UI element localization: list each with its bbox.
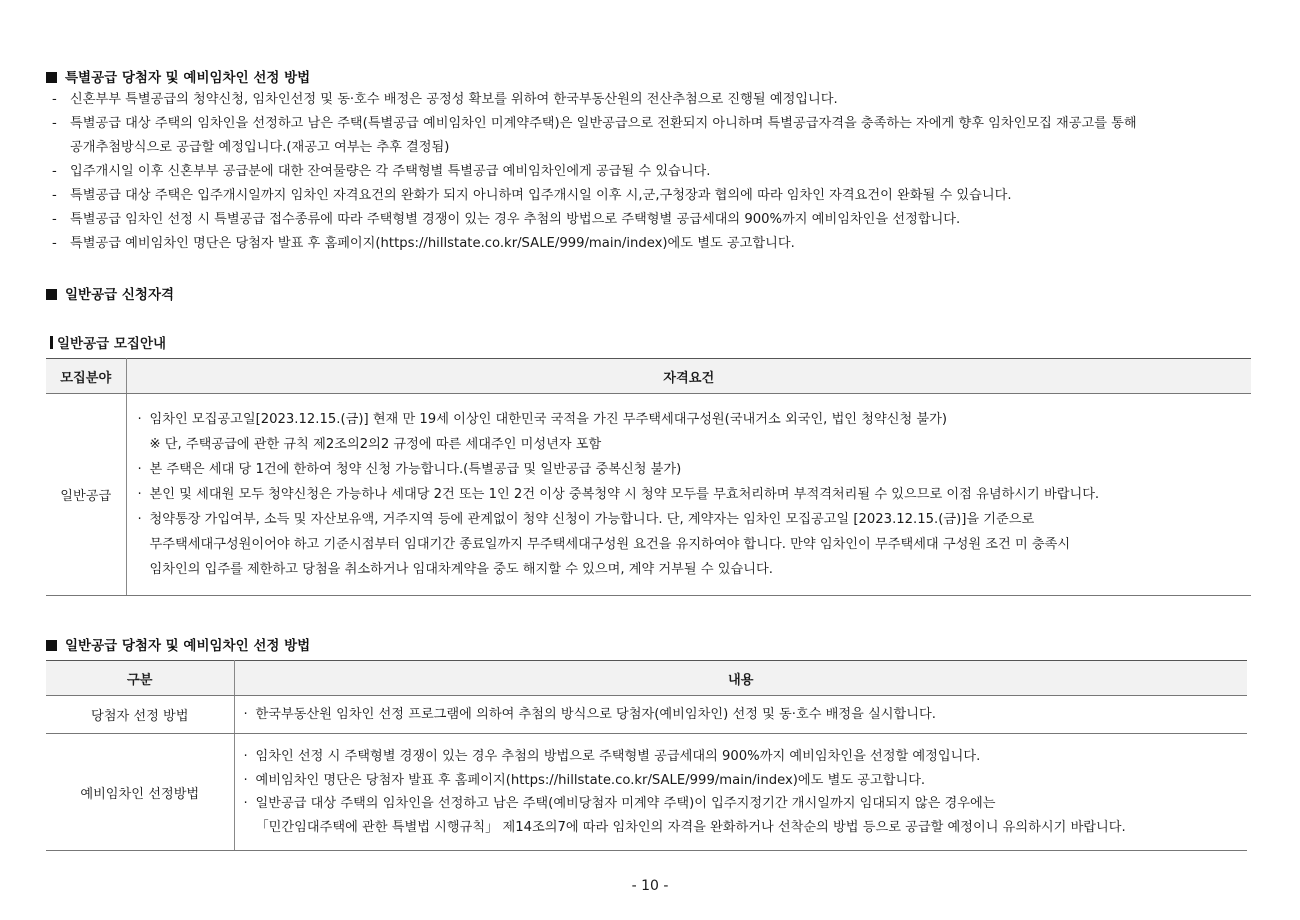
row-label-winner-method: 당첨자 선정 방법 [46, 696, 234, 734]
item-text-continued: 「민간임대주택에 관한 특별법 시행규칙」 제14조의7에 따라 임차인의 자격을 완화하거나 선착순의 방법 등으로 공급할 예정이니 유의하시기 바랍니다. [255, 819, 1126, 835]
dash-marker: - [52, 164, 57, 179]
list-item [138, 457, 1251, 482]
bullet-text: 입주개시일 이후 신혼부부 공급분에 대한 잔여물량은 각 주택형별 특별공급 예비임차인에게 공급될 수 있습니다. [70, 164, 711, 179]
header-content: 내용 [234, 661, 1247, 696]
eligibility-table [46, 358, 1251, 596]
dot-marker: · [243, 772, 248, 788]
item-text: 임차인 선정 시 주택형별 경쟁이 있는 경우 추첨의 방법으로 주택형별 공급세대의 900%까지 예비임차인을 선정할 예정입니다. [255, 749, 981, 764]
recruitment-guide-title: 일반공급 모집안내 [57, 336, 167, 352]
selection-table [46, 660, 1247, 851]
bullet-text: 특별공급 대상 주택은 입주개시일까지 임차인 자격요건의 완화가 되지 아니하며 입주개시일 이후 시,군,구청장과 협의에 따라 임차인 자격요건이 완화될 수 있습니다. [70, 188, 1012, 203]
dash-marker: - [52, 212, 57, 227]
row-label-reserve-method: 예비임차인 선정방법 [46, 734, 234, 851]
table-row [46, 394, 1251, 596]
dot-marker: · [137, 487, 142, 502]
dash-marker: - [52, 236, 57, 251]
item-text: 임차인 모집공고일[2023.12.15.(금)] 현재 만 19세 이상인 대한민국 국적을 가진 무주택세대구성원(국내거소 외국인, 법인 청약신청 불가) [149, 412, 948, 427]
bullet-text: 특별공급 임차인 선정 시 특별공급 접수종류에 따라 주택형별 경쟁이 있는 경우 추첨의 방법으로 주택형별 공급세대의 900%까지 예비임차인을 선정합니다. [70, 212, 961, 227]
item-text: 본 주택은 세대 당 1건에 한하여 청약 신청 가능합니다.(특별공급 및 일반공급 중복신청 불가) [149, 462, 682, 477]
item-text: 일반공급 대상 주택의 임차인을 선정하고 남은 주택(예비당첨자 미계약 주택)이 입주지정기간 개시일까지 임대되지 않은 경우에는 [255, 796, 996, 811]
recruitment-guide-heading [50, 332, 166, 352]
item-text-continued: 임차인의 입주를 제한하고 당첨을 취소하거나 임대차계약을 중도 해지할 수 있으며, 계약 거부될 수 있습니다. [149, 562, 773, 577]
list-item [244, 745, 1247, 769]
content-cell [234, 734, 1247, 851]
dot-marker: · [137, 512, 142, 527]
list-item [138, 507, 1251, 532]
dot-marker: · [243, 796, 248, 811]
square-bullet-icon [46, 72, 57, 83]
bullet-item [52, 88, 1262, 112]
bullet-text: 특별공급 예비임차인 명단은 당첨자 발표 후 홈페이지(https://hillstate.co.kr/SALE/999/main/index)에도 별도 공고합니다. [70, 236, 795, 251]
item-note: ※ 단, 주택공급에 관한 규칙 제2조의2의2 규정에 따른 세대주인 미성년자 포함 [149, 437, 602, 452]
category-cell: 일반공급 [46, 394, 126, 596]
bullet-item [52, 208, 1262, 232]
page-number: - 10 - [631, 878, 669, 894]
bullet-item [52, 112, 1262, 160]
list-item [244, 702, 1247, 727]
special-section-title: 특별공급 당첨자 및 예비임차인 선정 방법 [65, 70, 311, 86]
dash-marker: - [52, 116, 57, 131]
special-section-heading [46, 66, 310, 86]
general-eligibility-title: 일반공급 신청자격 [65, 287, 175, 303]
table-header-row [46, 661, 1247, 696]
bullet-item [52, 184, 1262, 208]
item-text: 한국부동산원 임차인 선정 프로그램에 의하여 추첨의 방식으로 당첨자(예비임차인) 선정 및 동·호수 배정을 실시합니다. [255, 707, 936, 722]
square-bullet-icon [46, 289, 57, 300]
list-item [138, 407, 1251, 432]
bullet-item [52, 232, 1262, 256]
bullet-text-continued: 공개추첨방식으로 공급할 예정입니다.(재공고 여부는 추후 결정됨) [70, 140, 450, 155]
square-bullet-icon [46, 640, 57, 651]
dot-marker: · [137, 412, 142, 427]
table-row [46, 696, 1247, 734]
dot-marker: · [243, 707, 248, 722]
item-text: 청약통장 가입여부, 소득 및 자산보유액, 거주지역 등에 관계없이 청약 신청이 가능합니다. 단, 계약자는 임차인 모집공고일 [2023.12.15.(금)]을 기준으로 [149, 512, 1035, 527]
table-row [46, 734, 1247, 851]
list-item [138, 482, 1251, 507]
dot-marker: · [243, 749, 248, 764]
list-item [244, 769, 1247, 793]
bullet-text: 신혼부부 특별공급의 청약신청, 임차인선정 및 동·호수 배정은 공정성 확보를 위하여 한국부동산원의 전산추첨으로 진행될 예정입니다. [70, 92, 838, 107]
header-division: 구분 [46, 661, 234, 696]
dash-marker: - [52, 92, 57, 107]
bullet-text: 특별공급 대상 주택의 임차인을 선정하고 남은 주택(특별공급 예비임차인 미계약주택)은 일반공급으로 전환되지 아니하며 특별공급자격을 충족하는 자에게 향후 임차인모집 재공고를 통해 [70, 116, 1137, 131]
item-text: 예비임차인 명단은 당첨자 발표 후 홈페이지(https://hillstate.co.kr/SALE/999/main/index)에도 별도 공고합니다. [255, 772, 926, 788]
bar-marker-icon [50, 336, 53, 349]
general-selection-title: 일반공급 당첨자 및 예비임차인 선정 방법 [65, 638, 311, 654]
content-cell [234, 696, 1247, 734]
item-text-continued: 무주택세대구성원이어야 하고 기준시점부터 임대기간 종료일까지 무주택세대구성원 요건을 유지하여야 합니다. 만약 임차인이 무주택세대 구성원 조건 미 충족시 [149, 537, 1071, 552]
dash-marker: - [52, 188, 57, 203]
header-recruit-field: 모집분야 [46, 359, 126, 394]
header-eligibility: 자격요건 [126, 359, 1251, 394]
eligibility-cell [126, 394, 1251, 596]
general-selection-heading [46, 634, 310, 654]
dot-marker: · [137, 462, 142, 477]
item-text: 본인 및 세대원 모두 청약신청은 가능하나 세대당 2건 또는 1인 2건 이상 중복청약 시 청약 모두를 무효처리하며 부적격처리될 수 있으므로 이점 유념하시기 바랍니다. [149, 487, 1100, 502]
table-header-row [46, 359, 1251, 394]
special-section-bullets [52, 88, 1262, 256]
bullet-item [52, 160, 1262, 184]
general-eligibility-heading [46, 283, 174, 303]
list-item [244, 792, 1247, 816]
